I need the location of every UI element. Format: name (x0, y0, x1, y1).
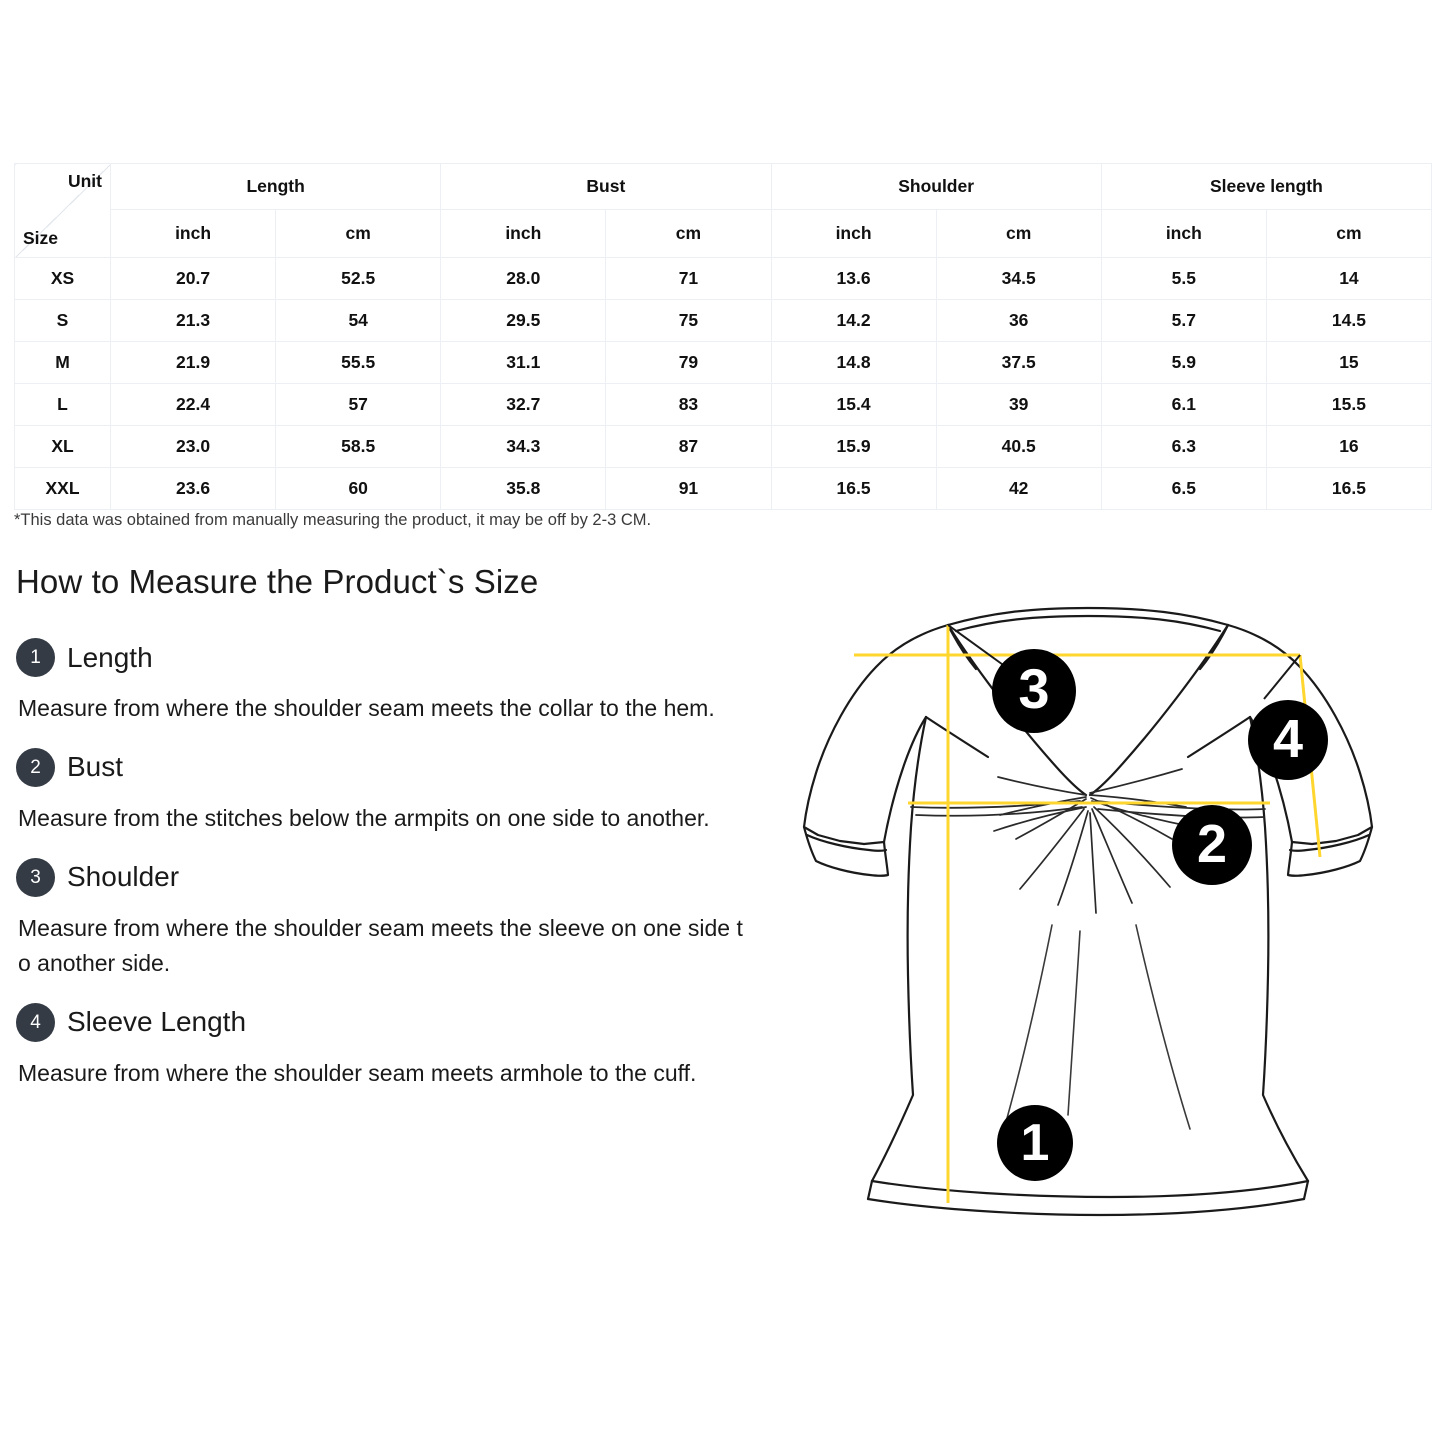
table-unit-header: cm (936, 210, 1101, 258)
table-value-cell: 5.9 (1101, 342, 1266, 384)
callout-badge-2 (1172, 805, 1252, 885)
table-value-cell: 29.5 (441, 300, 606, 342)
measurement-step (16, 638, 756, 726)
table-value-cell: 91 (606, 468, 771, 510)
table-value-cell: 14 (1266, 258, 1431, 300)
table-value-cell: 52.5 (276, 258, 441, 300)
step-description: Measure from where the shoulder seam meets armhole to the cuff. (18, 1059, 697, 1086)
table-unit-header: cm (606, 210, 771, 258)
table-group-header: Length (111, 164, 441, 210)
measurement-step-header (16, 858, 756, 897)
table-value-cell: 32.7 (441, 384, 606, 426)
table-unit-header: inch (771, 210, 936, 258)
table-row (15, 426, 1432, 468)
table-value-cell: 21.3 (111, 300, 276, 342)
step-title: Length (67, 641, 153, 673)
step-title: Bust (67, 751, 124, 783)
table-unit-header: inch (441, 210, 606, 258)
table-value-cell: 71 (606, 258, 771, 300)
table-value-cell: 14.2 (771, 300, 936, 342)
garment-illustration (780, 595, 1400, 1275)
table-value-cell: 40.5 (936, 426, 1101, 468)
table-value-cell: 23.0 (111, 426, 276, 468)
callout-badge-1 (997, 1105, 1073, 1181)
table-value-cell: 16.5 (771, 468, 936, 510)
measurement-step (16, 1003, 756, 1091)
table-unit-header: inch (111, 210, 276, 258)
svg-text:2: 2 (1196, 814, 1228, 874)
table-value-cell: 6.5 (1101, 468, 1266, 510)
svg-text:4: 4 (1272, 709, 1304, 769)
table-value-cell: 39 (936, 384, 1101, 426)
step-number-badge: 2 (16, 748, 55, 787)
step-description: Measure from where the shoulder seam meets the sleeve on one side to another side. (18, 914, 743, 976)
table-row (15, 258, 1432, 300)
table-value-cell: 57 (276, 384, 441, 426)
table-unit-header: cm (1266, 210, 1431, 258)
table-value-cell: 54 (276, 300, 441, 342)
table-row (15, 342, 1432, 384)
table-size-cell: L (15, 384, 111, 426)
callout-badge-4 (1248, 700, 1328, 780)
table-size-cell: XS (15, 258, 111, 300)
table-value-cell: 20.7 (111, 258, 276, 300)
table-value-cell: 79 (606, 342, 771, 384)
table-value-cell: 23.6 (111, 468, 276, 510)
how-to-measure-heading: How to Measure the Product`s Size (16, 563, 539, 600)
table-value-cell: 58.5 (276, 426, 441, 468)
table-value-cell: 87 (606, 426, 771, 468)
table-size-cell: XL (15, 426, 111, 468)
table-size-cell: S (15, 300, 111, 342)
table-value-cell: 15.4 (771, 384, 936, 426)
table-value-cell: 15 (1266, 342, 1431, 384)
table-row (15, 468, 1432, 510)
table-header-unit-row (15, 210, 1432, 258)
table-value-cell: 22.4 (111, 384, 276, 426)
table-group-header: Shoulder (771, 164, 1101, 210)
measurement-disclaimer: *This data was obtained from manually measuring the product, it may be off by 2-3 CM. (14, 511, 652, 529)
svg-text:3: 3 (1018, 657, 1050, 720)
size-chart-table-container (14, 163, 1432, 510)
table-value-cell: 6.3 (1101, 426, 1266, 468)
table-value-cell: 14.5 (1266, 300, 1431, 342)
callout-badge-3 (992, 649, 1076, 733)
table-value-cell: 36 (936, 300, 1101, 342)
table-unit-header: cm (276, 210, 441, 258)
table-value-cell: 34.5 (936, 258, 1101, 300)
table-value-cell: 5.5 (1101, 258, 1266, 300)
table-value-cell: 75 (606, 300, 771, 342)
measurement-step-header (16, 638, 756, 677)
svg-text:1: 1 (1020, 1114, 1050, 1172)
table-corner-cell (15, 164, 111, 258)
measurement-step (16, 748, 756, 836)
table-unit-header: inch (1101, 210, 1266, 258)
table-value-cell: 42 (936, 468, 1101, 510)
table-value-cell: 83 (606, 384, 771, 426)
table-value-cell: 21.9 (111, 342, 276, 384)
unit-label: Unit (67, 171, 102, 191)
table-value-cell: 37.5 (936, 342, 1101, 384)
table-size-cell: XXL (15, 468, 111, 510)
table-value-cell: 14.8 (771, 342, 936, 384)
step-number-badge: 1 (16, 638, 55, 677)
table-value-cell: 55.5 (276, 342, 441, 384)
step-description: Measure from the stitches below the armpits on one side to another. (18, 804, 710, 831)
table-value-cell: 16.5 (1266, 468, 1431, 510)
table-value-cell: 35.8 (441, 468, 606, 510)
table-value-cell: 60 (276, 468, 441, 510)
table-group-header: Bust (441, 164, 771, 210)
table-size-cell: M (15, 342, 111, 384)
step-title: Sleeve Length (67, 1006, 247, 1038)
table-header-group-row (15, 164, 1432, 210)
table-row (15, 300, 1432, 342)
table-value-cell: 5.7 (1101, 300, 1266, 342)
table-value-cell: 16 (1266, 426, 1431, 468)
measurement-step-header (16, 1003, 756, 1042)
table-value-cell: 31.1 (441, 342, 606, 384)
table-value-cell: 13.6 (771, 258, 936, 300)
table-value-cell: 34.3 (441, 426, 606, 468)
step-title: Shoulder (67, 861, 180, 893)
table-value-cell: 15.9 (771, 426, 936, 468)
table-value-cell: 15.5 (1266, 384, 1431, 426)
table-row (15, 384, 1432, 426)
step-number-badge: 4 (16, 1003, 55, 1042)
size-label: Size (23, 228, 59, 248)
measurement-step-header (16, 748, 756, 787)
size-chart-table (14, 163, 1432, 510)
table-group-header: Sleeve length (1101, 164, 1431, 210)
step-number-badge: 3 (16, 858, 55, 897)
measurement-step (16, 858, 756, 981)
table-value-cell: 6.1 (1101, 384, 1266, 426)
measurement-steps-list (16, 638, 756, 1113)
step-description: Measure from where the shoulder seam meets the collar to the hem. (18, 695, 715, 721)
table-value-cell: 28.0 (441, 258, 606, 300)
